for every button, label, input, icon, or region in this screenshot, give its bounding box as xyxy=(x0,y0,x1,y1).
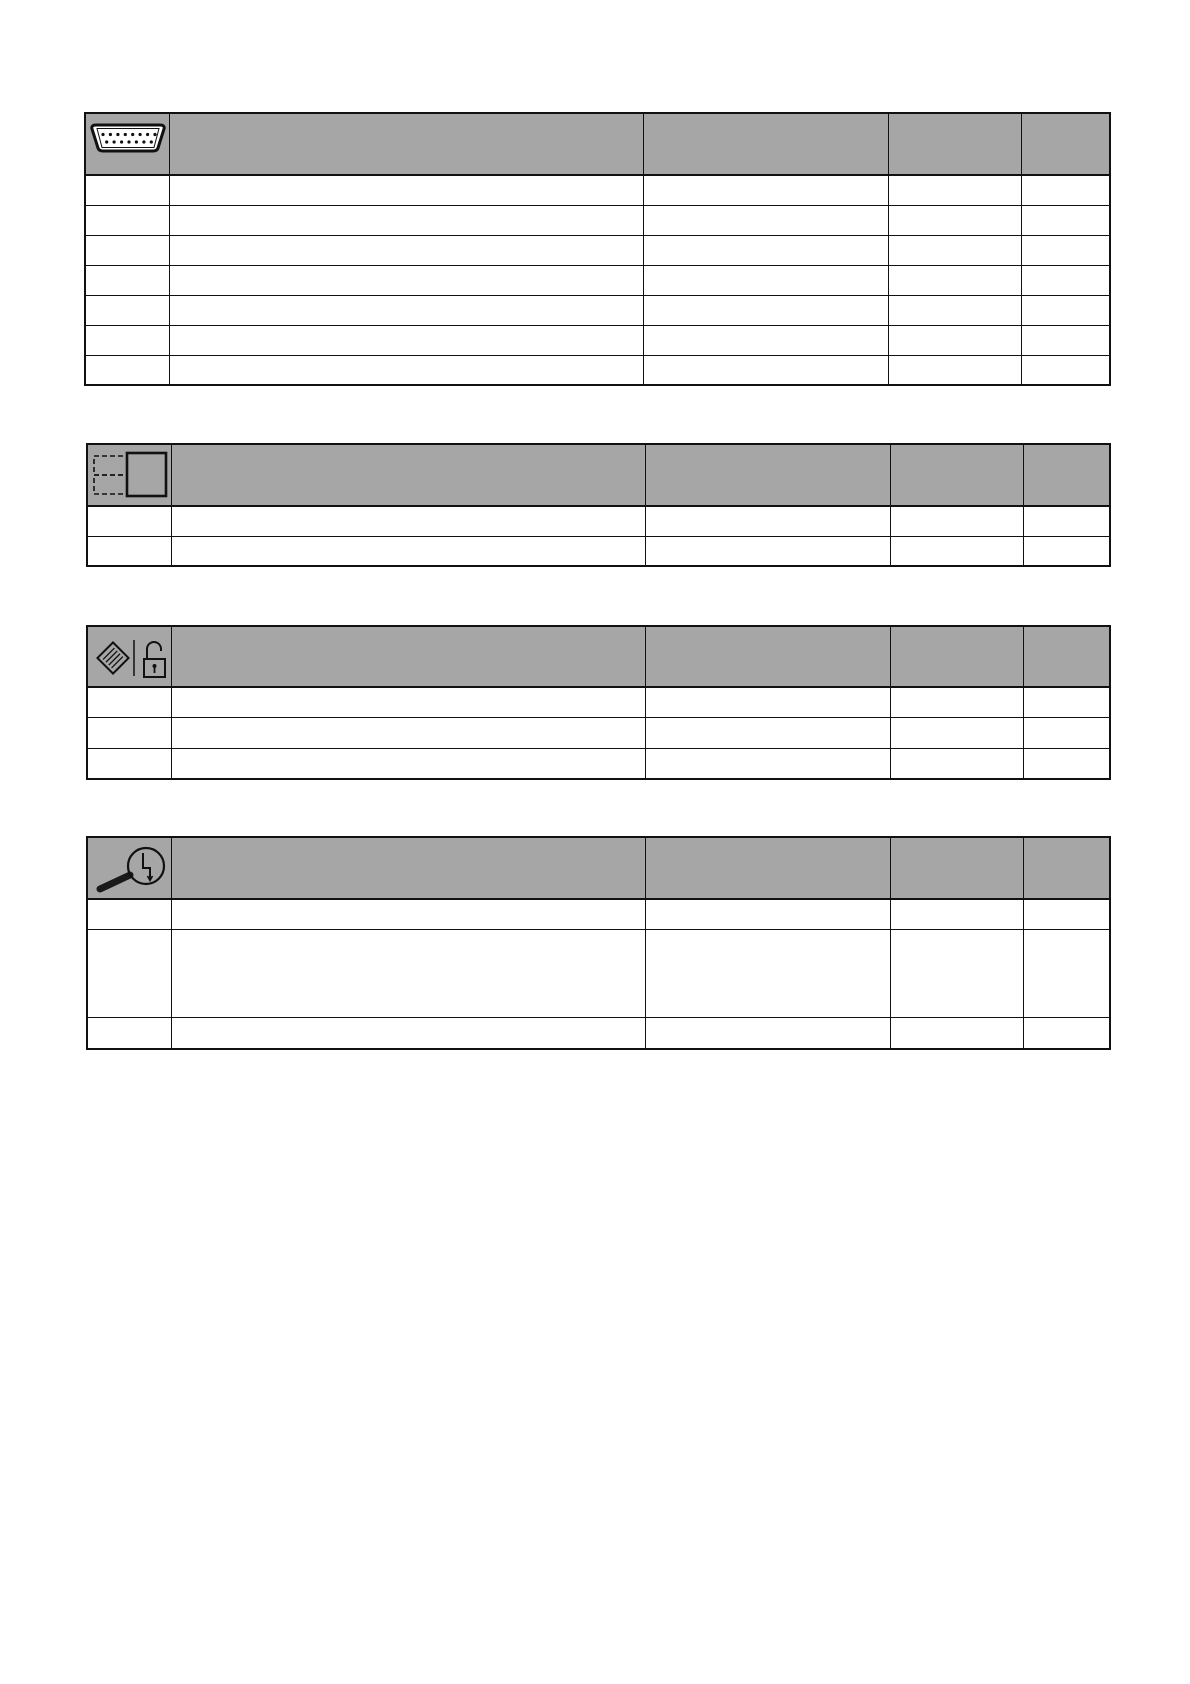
row-index-cell xyxy=(87,748,171,779)
table-cell xyxy=(1021,205,1110,235)
header-cell xyxy=(1023,837,1110,899)
header-cell xyxy=(171,626,645,687)
table-cell xyxy=(890,929,1023,1017)
header-cell xyxy=(890,837,1023,899)
table-cell xyxy=(171,1017,645,1049)
table-cell xyxy=(1023,748,1110,779)
header-cell xyxy=(1021,113,1110,175)
table-cell xyxy=(171,748,645,779)
table-cell xyxy=(643,295,888,325)
table-cell xyxy=(1023,687,1110,718)
table-body xyxy=(87,506,1110,566)
header-cell xyxy=(171,444,645,506)
card-unlock-table xyxy=(86,625,1111,780)
row-index-cell xyxy=(87,506,171,536)
table-body xyxy=(87,687,1110,779)
header-icon-cell xyxy=(85,113,169,175)
table-cell xyxy=(888,205,1021,235)
table-body xyxy=(87,899,1110,1049)
row-index-cell xyxy=(87,929,171,1017)
table-cell xyxy=(169,235,643,265)
table-cell xyxy=(890,748,1023,779)
table-cell xyxy=(1021,295,1110,325)
table-cell xyxy=(169,295,643,325)
row-index-cell xyxy=(87,899,171,929)
lightning-icon xyxy=(143,853,150,880)
table-cell xyxy=(1023,536,1110,566)
table-cell xyxy=(169,355,643,385)
module-slot-icon xyxy=(88,446,172,504)
table-cell xyxy=(643,175,888,205)
table-cell xyxy=(1023,1017,1110,1049)
diagnostics-table xyxy=(86,836,1111,1050)
table-cell xyxy=(1023,929,1110,1017)
card-unlock-icon xyxy=(88,628,172,686)
table-cell xyxy=(888,265,1021,295)
table-row xyxy=(87,536,1110,566)
table-cell xyxy=(1021,325,1110,355)
table-row xyxy=(85,355,1110,385)
table-row xyxy=(87,687,1110,718)
table-cell xyxy=(888,175,1021,205)
row-index-cell xyxy=(85,355,169,385)
table-row xyxy=(85,265,1110,295)
unlocked-padlock-icon xyxy=(144,642,165,677)
table xyxy=(86,625,1111,780)
table-row xyxy=(87,718,1110,749)
table-cell xyxy=(1021,235,1110,265)
card-icon xyxy=(97,642,128,673)
header-cell xyxy=(1023,626,1110,687)
table-cell xyxy=(169,175,643,205)
table-cell xyxy=(645,929,890,1017)
table-body xyxy=(85,175,1110,385)
table-cell xyxy=(171,718,645,749)
module-slot-table xyxy=(86,443,1111,567)
table-row xyxy=(85,295,1110,325)
table-cell xyxy=(171,929,645,1017)
table-row xyxy=(87,929,1110,1017)
table-cell xyxy=(645,506,890,536)
table-cell xyxy=(1023,899,1110,929)
row-index-cell xyxy=(87,718,171,749)
table-cell xyxy=(645,536,890,566)
table-cell xyxy=(643,355,888,385)
table-header-row xyxy=(85,113,1110,175)
table-cell xyxy=(169,205,643,235)
table-header-row xyxy=(87,444,1110,506)
table-cell xyxy=(890,718,1023,749)
row-index-cell xyxy=(85,325,169,355)
table-row xyxy=(87,899,1110,929)
header-cell xyxy=(888,113,1021,175)
table-row xyxy=(87,1017,1110,1049)
table-cell xyxy=(169,265,643,295)
header-cell xyxy=(890,444,1023,506)
header-cell xyxy=(890,626,1023,687)
header-cell xyxy=(645,837,890,899)
table-cell xyxy=(890,506,1023,536)
table-cell xyxy=(169,325,643,355)
table-cell xyxy=(645,748,890,779)
table-cell xyxy=(1023,718,1110,749)
header-icon-cell xyxy=(87,444,171,506)
table-cell xyxy=(890,1017,1023,1049)
table-row xyxy=(87,506,1110,536)
header-cell xyxy=(171,837,645,899)
header-cell xyxy=(643,113,888,175)
table-cell xyxy=(643,205,888,235)
header-cell xyxy=(645,444,890,506)
magnifier-fault-icon xyxy=(88,839,172,897)
table-cell xyxy=(1021,265,1110,295)
row-index-cell xyxy=(87,536,171,566)
row-index-cell xyxy=(85,265,169,295)
table-header-row xyxy=(87,837,1110,899)
table-cell xyxy=(1021,355,1110,385)
row-index-cell xyxy=(85,175,169,205)
serial-port-icon xyxy=(86,115,170,173)
table-cell xyxy=(645,899,890,929)
table-cell xyxy=(643,235,888,265)
table-cell xyxy=(171,506,645,536)
table-cell xyxy=(888,325,1021,355)
table xyxy=(84,112,1111,386)
row-index-cell xyxy=(85,235,169,265)
table-cell xyxy=(1023,506,1110,536)
header-cell xyxy=(645,626,890,687)
table-row xyxy=(85,325,1110,355)
table-header-row xyxy=(87,626,1110,687)
row-index-cell xyxy=(87,687,171,718)
magnifier-icon xyxy=(100,848,164,889)
table-row xyxy=(85,175,1110,205)
table-cell xyxy=(890,899,1023,929)
header-cell xyxy=(1023,444,1110,506)
row-index-cell xyxy=(87,1017,171,1049)
table-cell xyxy=(171,536,645,566)
header-icon-cell xyxy=(87,837,171,899)
table-cell xyxy=(888,235,1021,265)
table-cell xyxy=(645,1017,890,1049)
table xyxy=(86,836,1111,1050)
table-cell xyxy=(171,899,645,929)
table-row xyxy=(85,235,1110,265)
table xyxy=(86,443,1111,567)
table-cell xyxy=(171,687,645,718)
table-row xyxy=(87,748,1110,779)
table-row xyxy=(85,205,1110,235)
serial-port-table xyxy=(84,112,1111,386)
table-cell xyxy=(890,687,1023,718)
row-index-cell xyxy=(85,205,169,235)
table-cell xyxy=(888,295,1021,325)
row-index-cell xyxy=(85,295,169,325)
table-cell xyxy=(643,265,888,295)
table-cell xyxy=(888,355,1021,385)
table-cell xyxy=(890,536,1023,566)
table-cell xyxy=(643,325,888,355)
table-cell xyxy=(1021,175,1110,205)
table-cell xyxy=(645,718,890,749)
header-cell xyxy=(169,113,643,175)
header-icon-cell xyxy=(87,626,171,687)
table-cell xyxy=(645,687,890,718)
